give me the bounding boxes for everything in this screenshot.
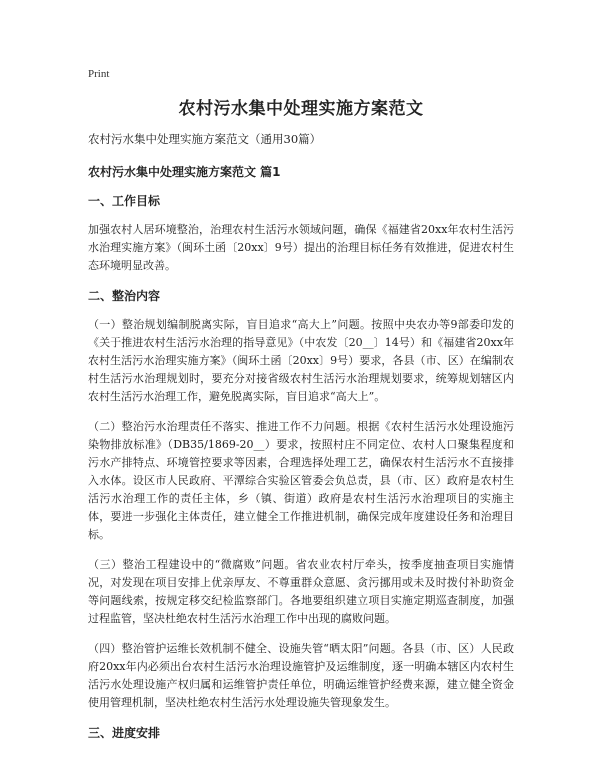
content-paragraph-1: （一）整治规划编制脱离实际，盲目追求“高大上”问题。按照中央农办等9部委印发的《关于推进农村生活污水治理的指导意见》（中农发〔20__〕14号）和《福建省20xx年农村生活污水治理实施方案》（闽环土函〔20xx〕9号）要求，各县（市、区）在编制农村生活污水治理规划时，要充分对接省级农村生活污水治理规划要求，统筹规划辖区内农村生活污水治理工作，避免脱离实际，盲目追求“高大上”。 [88, 318, 514, 403]
chapter-heading: 农村污水集中处理实施方案范文 篇1 [88, 165, 281, 179]
document-subtitle: 农村污水集中处理实施方案范文（通用30篇） [88, 132, 322, 146]
content-paragraph-4: （四）整治管护运维长效机制不健全、设施失管“晒太阳”问题。各县（市、区）人民政府20xx年内必须出台农村生活污水治理设施管护及运维制度，逐一明确本辖区内农村生活污水处理设施产权归属和运维管护责任单位，明确运维管护经费来源，建立健全资金使用管理机制，坚决杜绝农村生活污水处理设施失管现象发生。 [88, 642, 514, 709]
section-heading-content: 二、整治内容 [88, 289, 161, 303]
content-paragraph-3: （三）整治工程建设中的“微腐败”问题。省农业农村厅牵头，按季度抽查项目实施情况，对发现在项目安排上优亲厚友、不尊重群众意愿、贪污挪用或未及时拨付补助资金等问题线索，按规定移交纪检监察部门。各地要组织建立项目实施定期巡查制度，加强过程监管，坚决杜绝农村生活污水治理工作中出现的腐败问题。 [88, 558, 514, 625]
section-heading-schedule: 三、进度安排 [88, 726, 161, 740]
section-heading-goals: 一、工作目标 [88, 194, 161, 208]
print-label: Print [88, 68, 110, 80]
page-title: 农村污水集中处理实施方案范文 [178, 99, 424, 119]
section-paragraph-goals: 加强农村人居环境整治，治理农村生活污水领域问题，确保《福建省20xx年农村生活污水治理实施方案》（闽环土函〔20xx〕9号）提出的治理目标任务有效推进，促进农村生态环境明显改善。 [88, 223, 514, 272]
content-paragraph-2: （二）整治污水治理责任不落实、推进工作不力问题。根据《农村生活污水处理设施污染物排放标准》（DB35/1869-20__）要求，按照村庄不同定位、农村人口聚集程度和污水产排特点、环境管控要求等因素，合理选择处理工艺，确保农村生活污水不直接排入水体。设区市人民政府、平潭综合实验区管委会负总责，县（市、区）政府是农村生活污水治理工作的责任主体，乡（镇、街道）政府是农村生活污水治理项目的实施主体，要进一步强化主体责任，建立健全工作推进机制，确保完成年度建设任务和治理目标。 [88, 420, 514, 541]
